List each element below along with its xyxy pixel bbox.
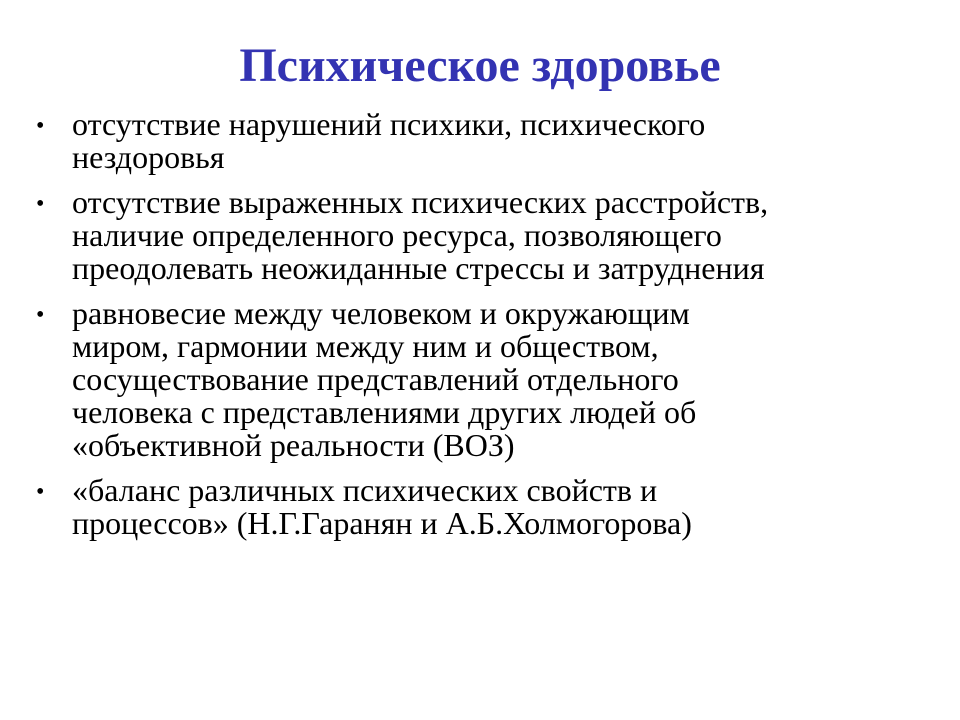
bullet-list	[36, 108, 916, 552]
bullet-line: процессов» (Н.Г.Гаранян и А.Б.Холмогорова)	[72, 505, 692, 541]
bullet-icon: •	[36, 191, 45, 217]
bullet-line: человека с представлениями других людей об	[72, 394, 697, 430]
bullet-icon: •	[36, 302, 45, 328]
bullet-line: сосуществование представлений отдельного	[72, 361, 679, 397]
bullet-line: миром, гармонии между ним и обществом,	[72, 328, 659, 364]
bullet-line: отсутствие выраженных психических расстройств,	[72, 184, 769, 220]
bullet-item-2	[36, 186, 916, 285]
bullet-line: нездоровья	[72, 139, 225, 175]
bullet-line: отсутствие нарушений психики, психического	[72, 106, 706, 142]
bullet-line: наличие определенного ресурса, позволяющего	[72, 217, 722, 253]
bullet-line: равновесие между человеком и окружающим	[72, 295, 690, 331]
bullet-item-1	[36, 108, 916, 174]
bullet-item-4	[36, 474, 916, 540]
bullet-line: «объективной реальности (ВОЗ)	[72, 427, 515, 463]
bullet-line: «баланс различных психических свойств и	[72, 472, 658, 508]
bullet-item-3	[36, 297, 916, 462]
bullet-icon: •	[36, 113, 45, 139]
bullet-line: преодолевать неожиданные стрессы и затруднения	[72, 250, 765, 286]
slide-title: Психическое здоровье	[239, 39, 721, 92]
bullet-icon: •	[36, 479, 45, 505]
